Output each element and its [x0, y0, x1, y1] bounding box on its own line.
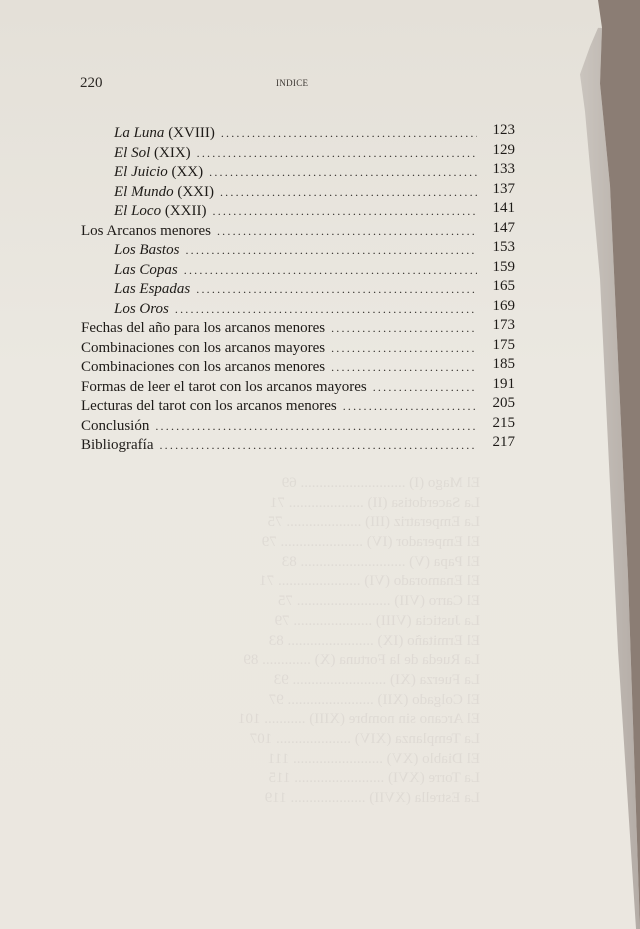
toc-entry-name: La Luna: [114, 125, 165, 141]
dot-leader: [343, 397, 477, 417]
toc-entry: [81, 375, 515, 398]
toc-entry-title: [114, 241, 185, 261]
toc-entry-title: [114, 280, 196, 300]
toc-entry: [81, 414, 515, 437]
dot-leader: [197, 144, 477, 164]
toc-entry-numeral: (XVIII): [164, 125, 215, 141]
toc-entry-name: Los Arcanos menores: [81, 222, 211, 239]
toc-entry-page: 215: [492, 414, 515, 431]
dot-leader: [209, 163, 477, 183]
toc-entry-numeral: (XX): [167, 164, 204, 180]
toc-entry: [81, 280, 515, 300]
toc-entry-title: [81, 436, 159, 456]
toc-entry-page: 133: [492, 161, 515, 177]
toc-entry: [81, 219, 515, 242]
toc-entry: [81, 241, 515, 261]
dot-leader: [221, 124, 477, 144]
toc-entry-name: Lecturas del tarot con los arcanos menores: [81, 398, 337, 414]
toc-entry-title: [114, 202, 213, 222]
toc-entry-name: Conclusión: [81, 417, 150, 434]
toc-entry-name: Fechas del año para los arcanos menores: [81, 320, 326, 336]
toc-entry-page: 169: [492, 297, 515, 314]
toc-entry-title: [81, 397, 343, 417]
toc-entry-page: 175: [492, 336, 515, 353]
toc-entry-page: 217: [492, 434, 515, 450]
running-head: INDICE: [276, 78, 309, 88]
toc-entry: [81, 258, 515, 281]
toc-entry-title: [114, 144, 197, 164]
toc-entry-page: 191: [492, 375, 515, 392]
dot-leader: [331, 319, 477, 339]
toc-entry-title: [114, 124, 221, 144]
toc-entry: [81, 141, 515, 164]
toc-entry-page: 137: [492, 180, 515, 197]
dot-leader: [331, 339, 477, 359]
toc-entry: [81, 180, 515, 203]
toc-entry-title: [81, 417, 155, 437]
toc-entry-page: 141: [492, 200, 515, 216]
toc-entry-numeral: (XXI): [173, 183, 214, 200]
toc-entry: [81, 319, 515, 339]
toc-entry-title: [114, 300, 175, 320]
toc-entry-name: Formas de leer el tarot con los arcanos mayores: [81, 378, 367, 395]
toc-entry-title: [114, 183, 220, 203]
dot-leader: [220, 183, 477, 203]
toc-entry-numeral: (XIX): [150, 144, 191, 161]
dot-leader: [185, 241, 477, 261]
toc-entry-page: 185: [492, 356, 515, 372]
toc-entry-title: [81, 339, 331, 359]
dot-leader: [175, 300, 477, 320]
page-header: [80, 75, 480, 95]
toc-entry-title: [81, 319, 331, 339]
show-through-text: El Mago (I) ............................ 69 La Sacerdotisa (II) .................... 71 La Emperatriz (III) .................... 75 El Emperador (IV) ...................... 79 El Papa (V) ............................ 83 El Enamorado (VI) ...................... 71 El Carro (VII) ......................... 75 La Justicia (VIII) ..................... 79 El Ermitaño (IX) ....................... 83 La Rueda de la Fortuna (X) ............. 89 La Fuerza (XI) ......................... 93 El Colgado (XII) ....................... 97 El Arcano sin nombre (XIII) ........... 101 La Templanza (XIV) .................... 107 El Diablo (XV) ........................ 111 La Torre (XVI) ........................ 115 La Estrella (XVII) .................... 119: [237, 475, 480, 806]
toc-entry-name: Combinaciones con los arcanos mayores: [81, 339, 326, 356]
toc-entry-title: [114, 261, 184, 281]
dot-leader: [217, 222, 477, 242]
toc-entry-name: El Juicio: [114, 164, 168, 180]
toc-entry: [81, 124, 515, 144]
dot-leader: [331, 358, 477, 378]
toc-entry: [81, 202, 515, 222]
dot-leader: [196, 280, 477, 300]
dot-leader: [155, 417, 477, 437]
toc-entry-name: El Mundo: [114, 183, 174, 200]
dot-leader: [213, 202, 478, 222]
toc-entry: [81, 163, 515, 183]
toc-entry: [81, 336, 515, 359]
toc-entry-page: 129: [492, 141, 515, 158]
dot-leader: [159, 436, 477, 456]
dot-leader: [373, 378, 477, 398]
toc-entry-name: Combinaciones con los arcanos menores: [81, 359, 326, 375]
toc-entry-name: Los Bastos: [114, 242, 180, 258]
toc-entry-page: 165: [492, 278, 515, 294]
toc-entry-numeral: (XXII): [161, 203, 207, 219]
toc-entry-page: 147: [492, 219, 515, 236]
toc-entry-name: Las Espadas: [114, 281, 191, 297]
toc-entry-title: [81, 378, 373, 398]
page-number: 220: [80, 75, 103, 91]
toc-entry-name: Las Copas: [114, 261, 178, 278]
toc-entry-name: El Sol: [114, 144, 151, 161]
toc-entry-page: 153: [492, 239, 515, 255]
toc-entry-name: El Loco: [114, 203, 162, 219]
toc-entry-title: [81, 358, 331, 378]
toc-entry-page: 205: [492, 395, 515, 411]
toc-entry-page: 159: [492, 258, 515, 275]
toc-entry-name: Bibliografía: [81, 437, 154, 453]
toc-entry: [81, 397, 515, 417]
toc-entry: [81, 436, 515, 456]
toc-entry-name: Los Oros: [114, 300, 169, 317]
toc-entry-page: 173: [492, 317, 515, 333]
table-of-contents: [81, 124, 515, 456]
toc-entry-title: [81, 222, 217, 242]
toc-entry-page: 123: [492, 122, 515, 138]
dot-leader: [184, 261, 477, 281]
toc-entry-title: [114, 163, 209, 183]
toc-entry: [81, 297, 515, 320]
toc-entry: [81, 358, 515, 378]
